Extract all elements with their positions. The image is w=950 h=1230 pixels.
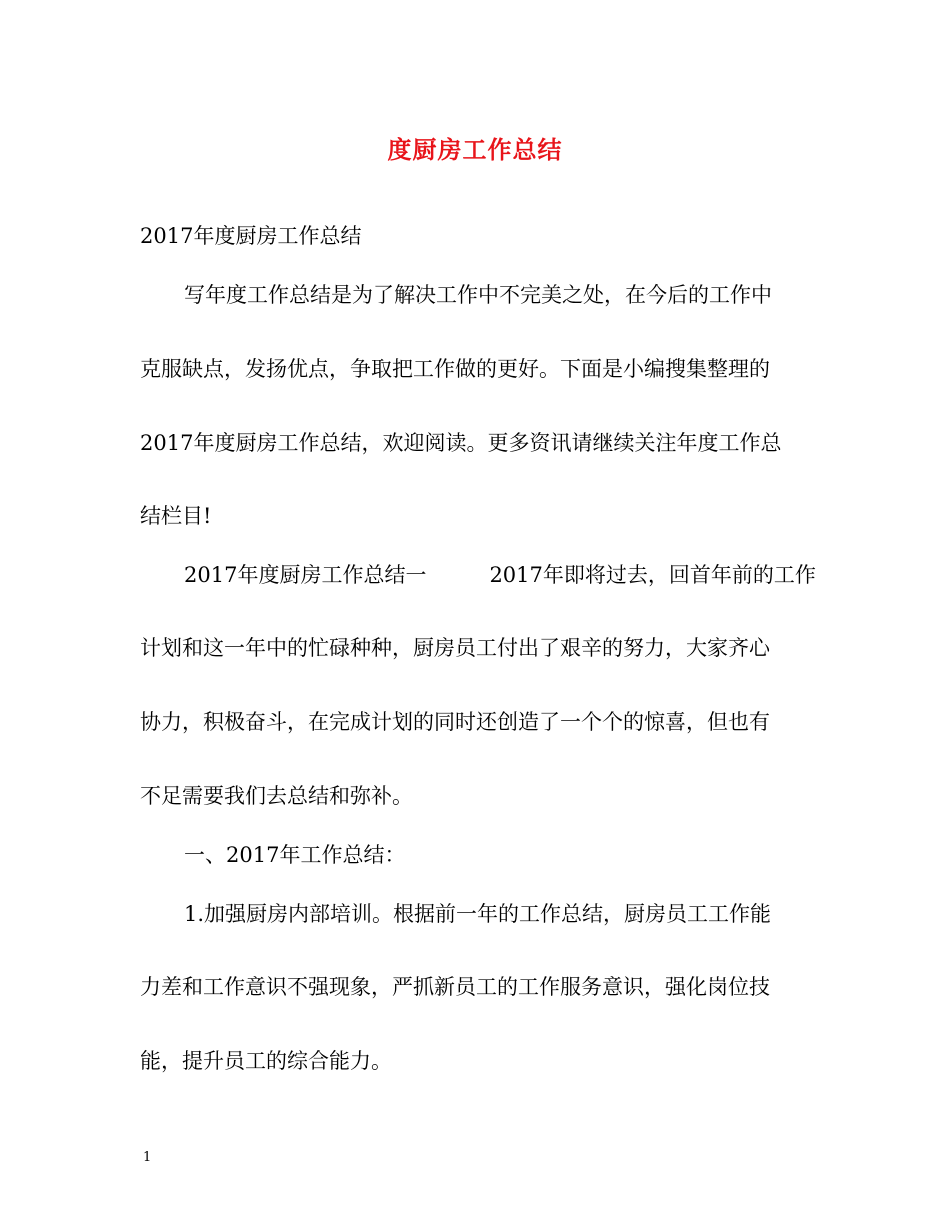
paragraph-2-line-4: 不足需要我们去总结和弥补。 [140, 784, 413, 808]
section-heading: 一、2017年工作总结： [184, 843, 406, 867]
paragraph-1-line-4: 结栏目! [140, 504, 212, 528]
paragraph-2-line-2: 计划和这一年中的忙碌种种，厨房员工付出了艰辛的努力，大家齐心 [140, 636, 770, 660]
paragraph-2-line-1: 2017年度厨房工作总结一 2017年即将过去，回首年前的工作 [184, 563, 816, 587]
page-number: 1 [143, 1150, 152, 1165]
document-subtitle: 2017年度厨房工作总结 [140, 224, 362, 248]
paragraph-1-line-2: 克服缺点，发扬优点，争取把工作做的更好。下面是小编搜集整理的 [140, 357, 770, 381]
page-title: 度厨房工作总结 [387, 135, 563, 164]
paragraph-1-line-3: 2017年度厨房工作总结，欢迎阅读。更多资讯请继续关注年度工作总 [140, 431, 782, 455]
paragraph-4-line-2: 力差和工作意识不强现象，严抓新员工的工作服务意识，强化岗位技 [140, 975, 770, 999]
paragraph-4-line-1: 1.加强厨房内部培训。根据前一年的工作总结，厨房员工工作能 [184, 902, 772, 926]
paragraph-2-line-3: 协力，积极奋斗，在完成计划的同时还创造了一个个的惊喜，但也有 [140, 710, 770, 734]
paragraph-1-line-1: 写年度工作总结是为了解决工作中不完美之处，在今后的工作中 [184, 283, 772, 307]
paragraph-4-line-3: 能，提升员工的综合能力。 [140, 1049, 392, 1073]
